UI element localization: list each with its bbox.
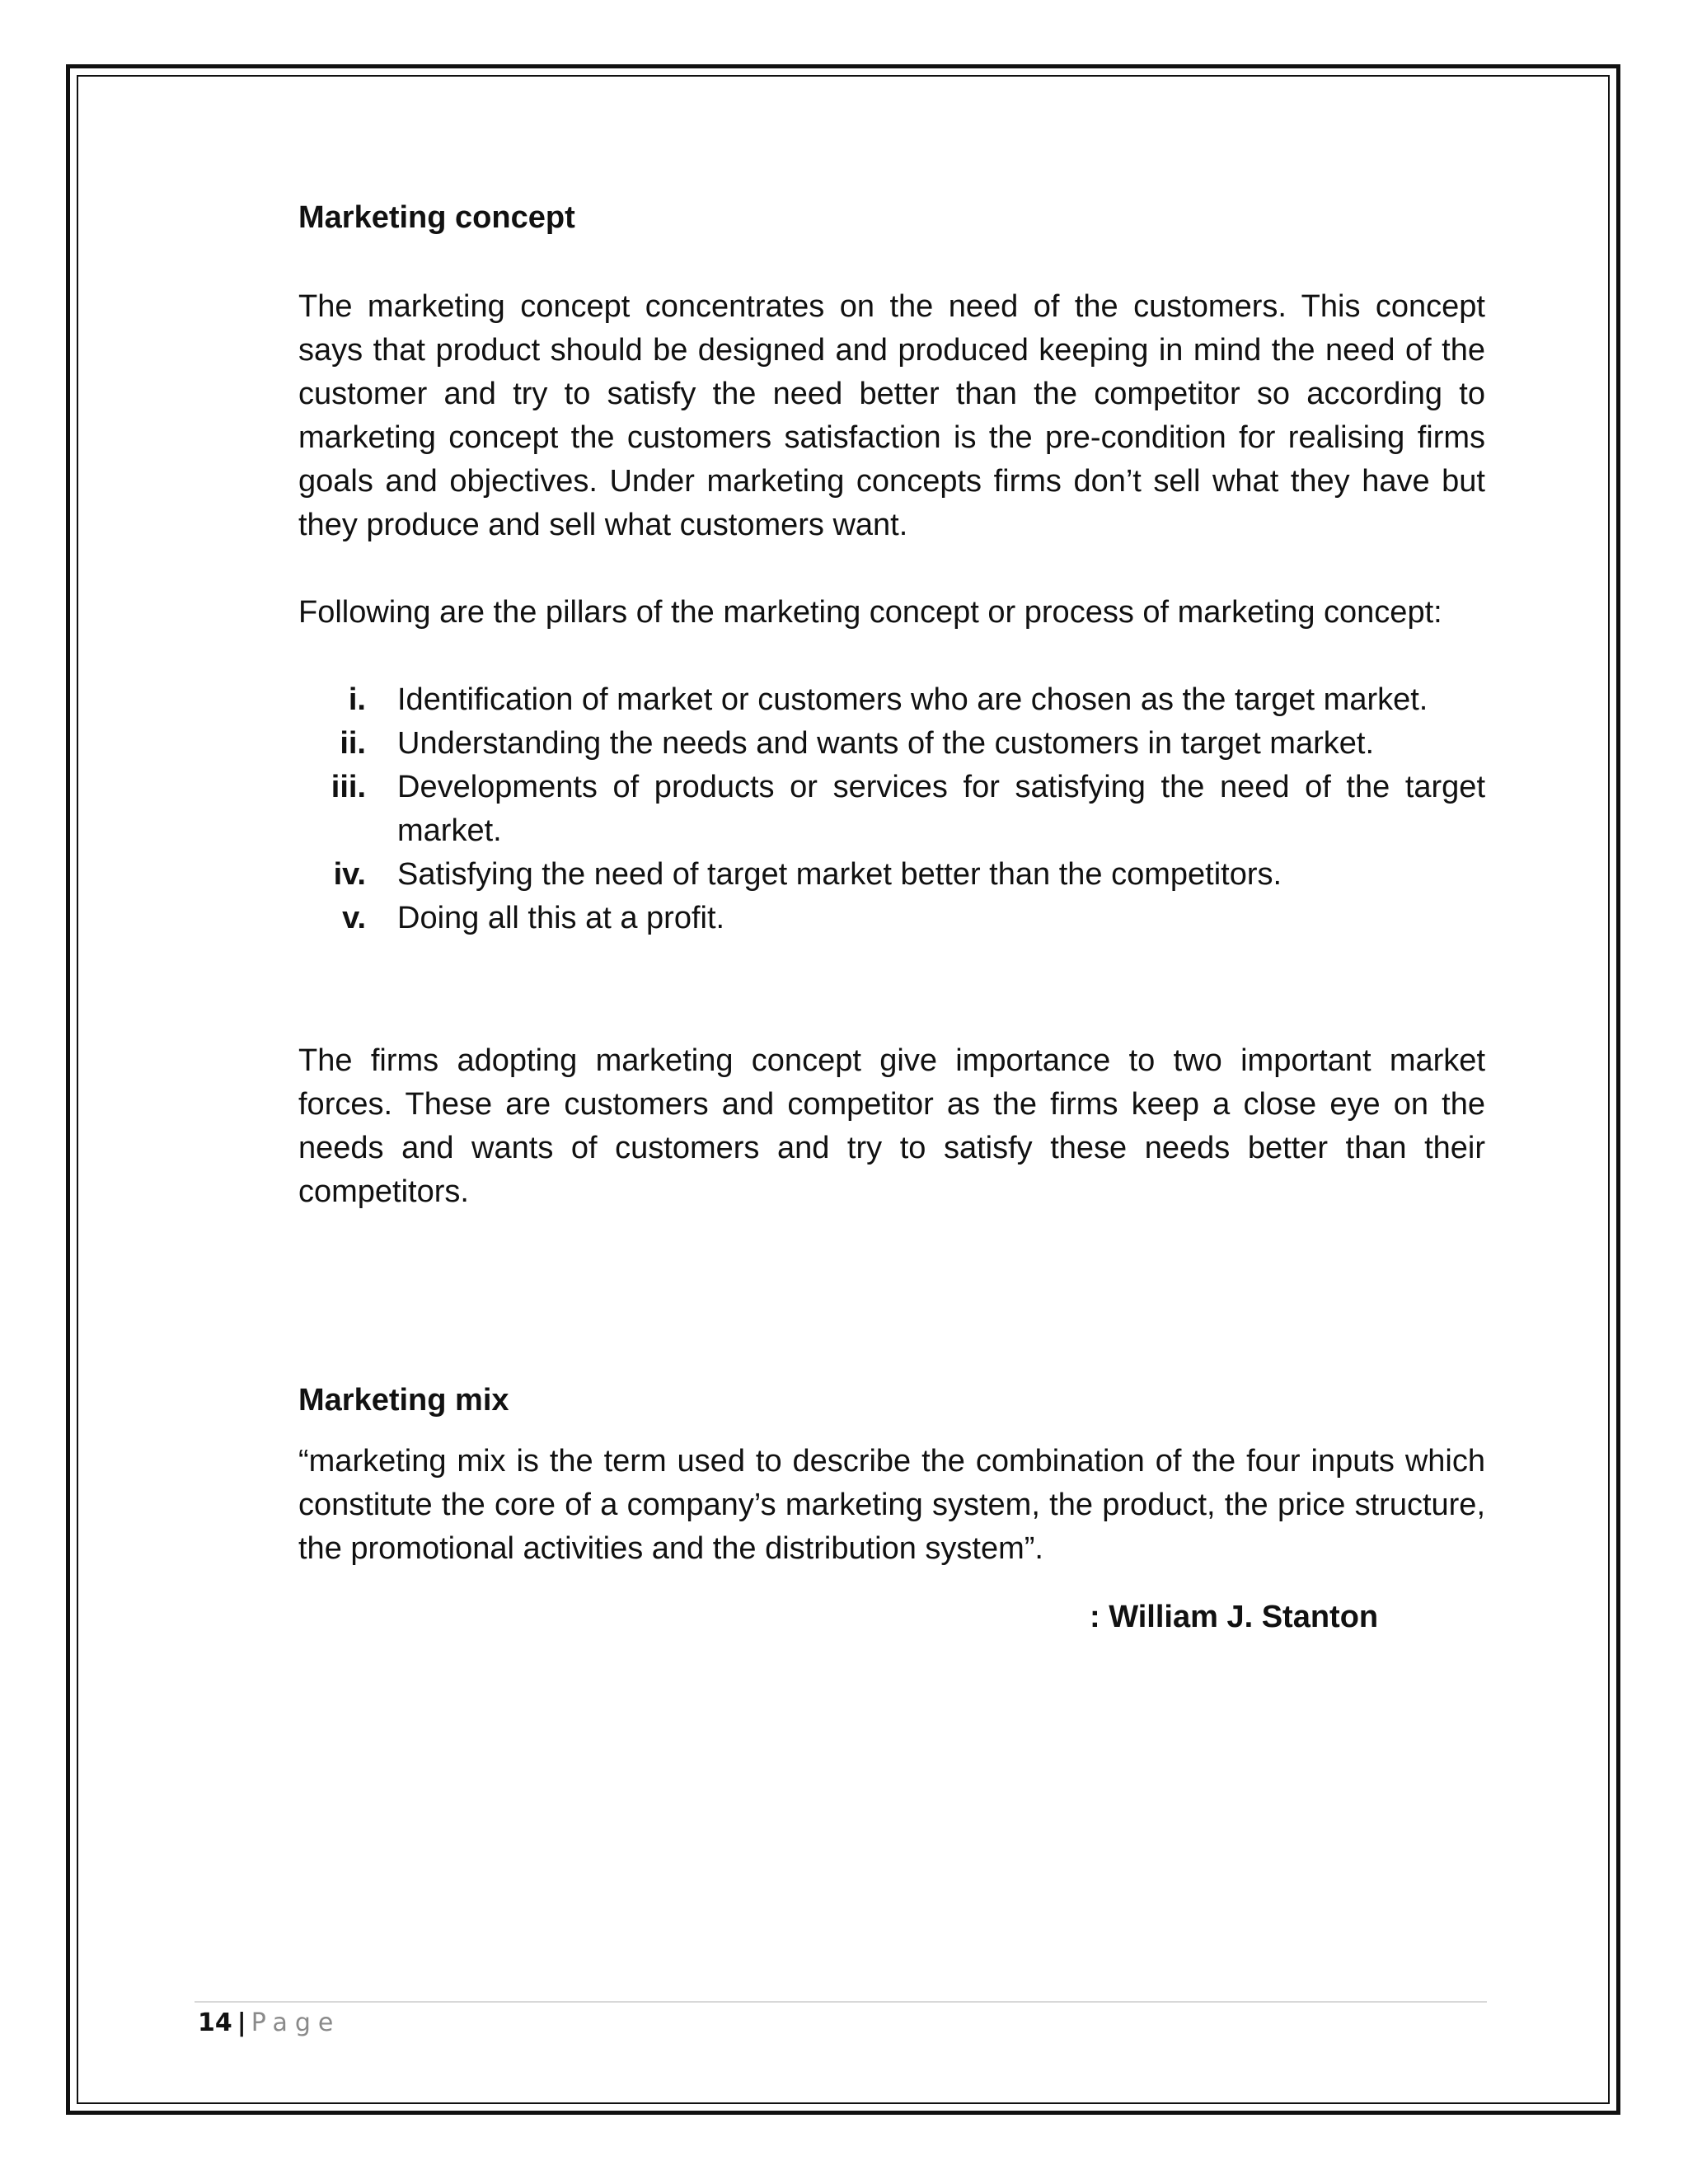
list-item-number: i.: [348, 682, 366, 717]
pillars-list: [298, 678, 1485, 940]
list-item: [298, 766, 1485, 853]
list-item: [298, 722, 1485, 766]
list-item: [298, 678, 1485, 722]
list-item-number: iii.: [331, 770, 366, 804]
list-item-text: Doing all this at a profit.: [397, 901, 725, 935]
list-item-text: Identification of market or customers who are chosen as the target market.: [397, 682, 1428, 717]
section-heading-marketing-mix: Marketing mix: [298, 1383, 509, 1418]
paragraph-marketing-concept-definition: The marketing concept concentrates on the need of the customers. This concept says that product should be designed and produced keeping in mind the need of the customer and try to satisfy the need better than the competitor so according to marketing concept the customers satisfaction is the pre-condition for realising firms goals and objectives. Under marketing concepts firms don’t sell what they have but they produce and sell what customers want.: [298, 289, 1485, 542]
page-footer: [198, 2004, 340, 2042]
list-item-number: v.: [342, 901, 366, 935]
page-content: [298, 196, 1485, 1638]
paragraph-marketing-mix-quote: “marketing mix is the term used to describe the combination of the four inputs which constitute the core of a company’s marketing system, the product, the price structure, the promotional activities and the distribution system”.: [298, 1444, 1485, 1566]
footer-divider: [195, 2001, 1487, 2003]
page-label: Page: [251, 2008, 341, 2037]
list-item-text: Developments of products or services for satisfying the need of the target market.: [397, 770, 1485, 848]
list-item-text: Satisfying the need of target market better than the competitors.: [397, 857, 1282, 892]
quote-attribution: : William J. Stanton: [1090, 1600, 1379, 1634]
list-item: [298, 853, 1485, 897]
list-item-number: iv.: [333, 857, 366, 892]
section-heading-marketing-concept: Marketing concept: [298, 200, 575, 235]
footer-separator: |: [237, 2008, 246, 2037]
page-number: 14: [198, 2008, 232, 2037]
paragraph-market-forces: The firms adopting marketing concept give importance to two important market forces. These are customers and competitor as the firms keep a close eye on the needs and wants of customers and try to satisfy these needs better than their competitors.: [298, 1043, 1485, 1209]
list-item-text: Understanding the needs and wants of the customers in target market.: [397, 726, 1374, 761]
list-item: [298, 897, 1485, 940]
paragraph-pillars-intro: Following are the pillars of the marketing concept or process of marketing concept:: [298, 595, 1442, 630]
list-item-number: ii.: [340, 726, 366, 761]
